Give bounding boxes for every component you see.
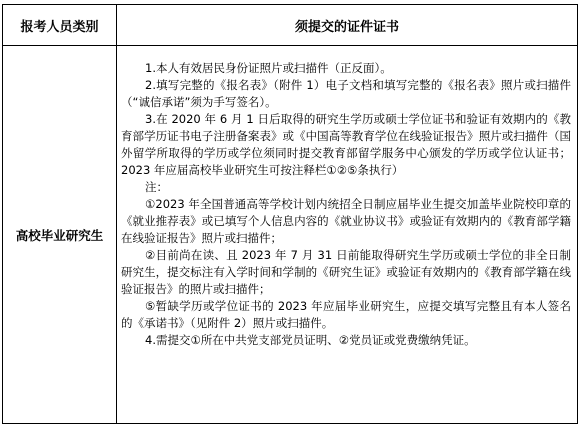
requirement-item: 1.本人有效居民身份证照片或扫描件（正反面）。 — [145, 61, 392, 75]
requirement-item: 2.填写完整的《报名表》（附件 1）电子文档和填写完整的《报名表》照片或扫描件（“诚信承诺”须为手写签名）。 — [121, 78, 571, 109]
header-certificates: 须提交的证件证书 — [294, 19, 399, 35]
note-item: ⑤暂缺学历或学位证书的 2023 年应届毕业研究生，应提交填写完整且有本人签名的《承诺书》（见附件 2）照片或扫描件。 — [121, 299, 571, 330]
note-item: ②目前尚在读、且 2023 年 7 月 31 日前能取得研究生学历或硕士学位的非全日制研究生，提交标注有入学时间和学制的《研究生证》或验证有效期内的《教育部学籍在线验证报告》的照片或扫描件； — [121, 248, 571, 296]
note-label: 注： — [145, 180, 168, 194]
requirement-item: 4.需提交①所在中共党支部党员证明、②党员证或党费缴纳凭证。 — [145, 333, 476, 347]
column-divider — [116, 5, 117, 423]
requirements-cell — [121, 60, 571, 349]
certificate-table — [2, 4, 578, 424]
category-cell: 高校毕业研究生 — [15, 227, 104, 243]
header-category: 报考人员类别 — [20, 19, 99, 35]
note-item: ①2023 年全国普通高等学校计划内统招全日制应届毕业生提交加盖毕业院校印章的《就业推荐表》或已填写个人信息内容的《就业协议书》或验证有效期内的《教育部学籍在线验证报告》照片或扫描件； — [121, 197, 571, 245]
requirement-item: 3.在 2020 年 6 月 1 日后取得的研究生学历或硕士学位证书和验证有效期内的《教育部学历证书电子注册备案表》或《中国高等教育学位在线验证报告》照片或扫描件（国外留学所取得的学历或学位须同时提交教育部留学服务中心颁发的学历或学位认证书；2023 年应届高校毕业研究生可按注释栏①②⑤条执行） — [121, 112, 571, 177]
